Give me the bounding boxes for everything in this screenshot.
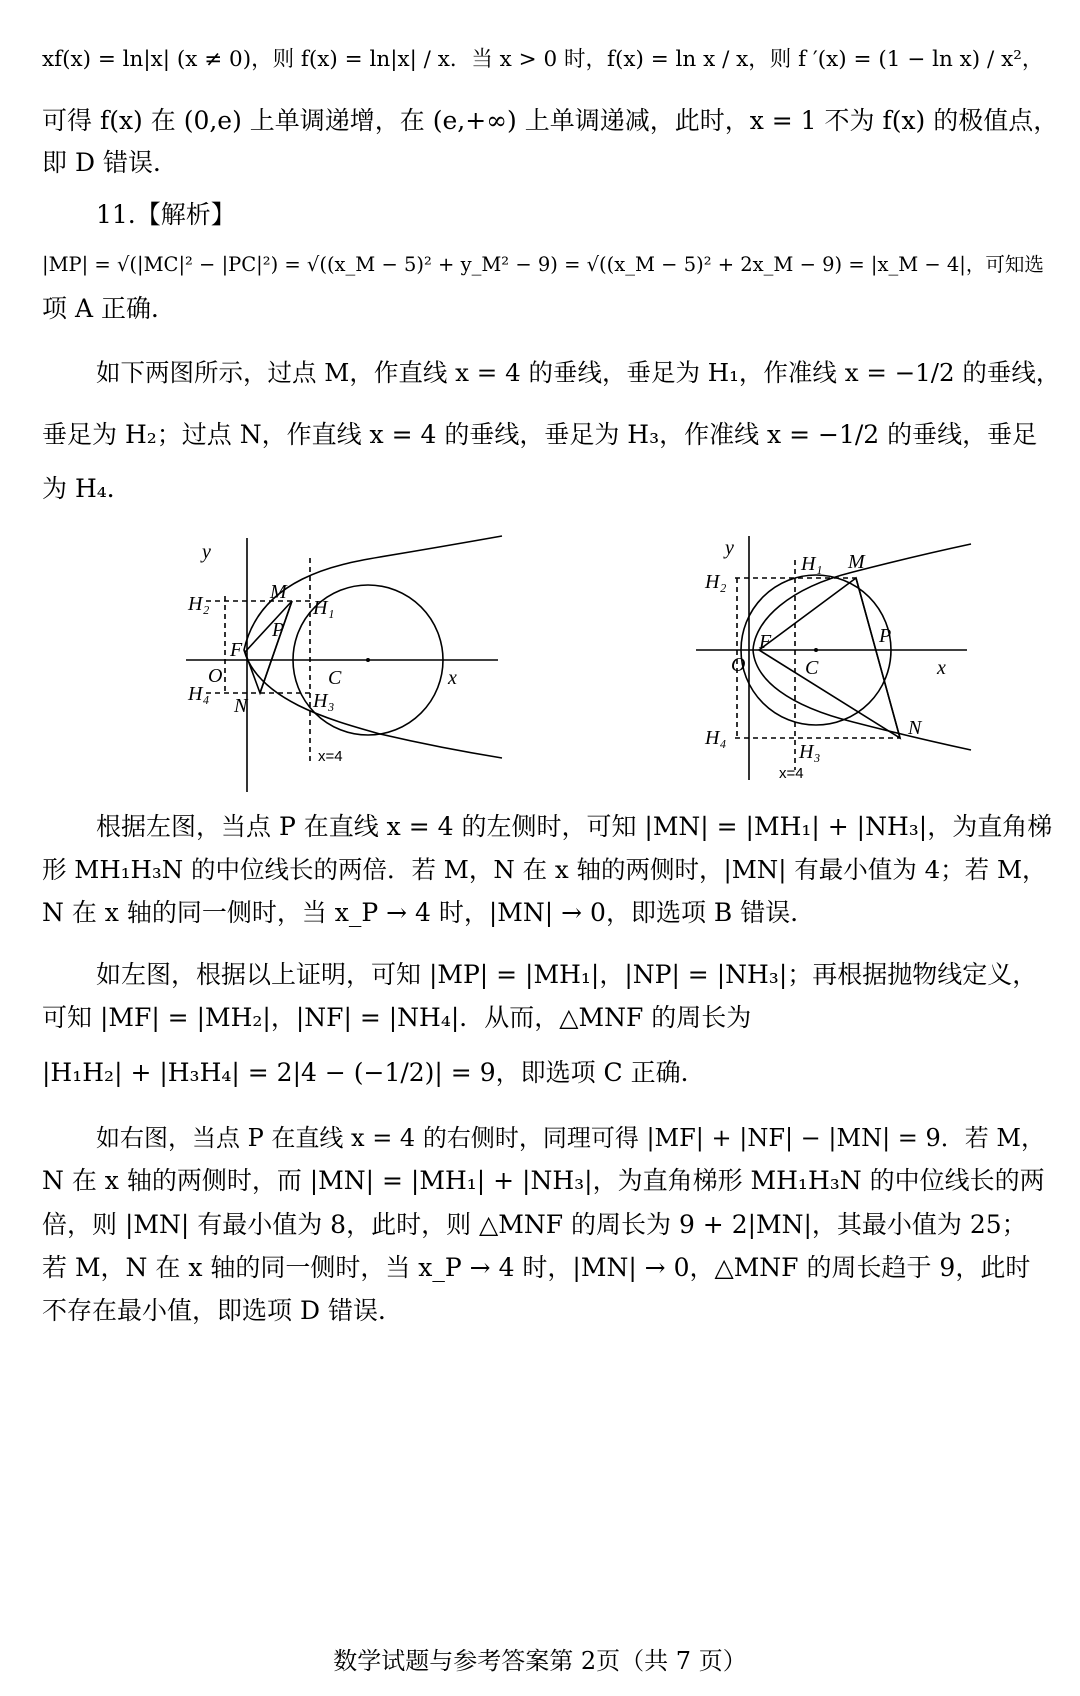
label-o: O (208, 665, 223, 687)
figure-left (180, 530, 510, 795)
label-h1: H₁ (801, 553, 823, 575)
text-line-2: 可得 f(x) 在 (0,e) 上单调递增，在 (e,+∞) 上单调递减，此时，x = 1 不为 f(x) 的极值点， (42, 106, 1059, 135)
page-footer: 数学试题与参考答案第 2页（共 7 页） (333, 1647, 747, 1675)
label-c: C (805, 657, 819, 679)
text-line-13: 如左图，根据以上证明，可知 |MP| = |MH₁|，|NP| = |NH₃|；再根据抛物线定义， (96, 960, 1038, 989)
label-m: M (848, 551, 865, 573)
label-n: N (234, 695, 248, 717)
text-line-9: 为 H₄． (42, 474, 132, 503)
label-n: N (908, 717, 922, 739)
segment-mn (260, 601, 292, 693)
triangle-mnf (245, 601, 292, 693)
text-line-12: N 在 x 轴的同一侧时，当 x_P → 4 时，|MN| → 0，即选项 B 错误． (42, 898, 816, 927)
parabola-curve (244, 536, 502, 758)
text-line-20: 不存在最小值，即选项 D 错误． (42, 1296, 403, 1325)
label-x4: x=4 (779, 765, 804, 782)
text-line-3: 即 D 错误． (42, 148, 178, 177)
label-h3: H₃ (313, 690, 335, 712)
figure-right (693, 530, 978, 785)
label-h1: H₁ (313, 597, 335, 619)
label-y: y (725, 537, 734, 559)
text-line-19: 若 M，N 在 x 轴的同一侧时，当 x_P → 4 时，|MN| → 0，△MNF 的周长趋于 9，此时 (42, 1253, 1031, 1282)
triangle-mnf (759, 578, 900, 738)
text-line-10: 根据左图，当点 P 在直线 x = 4 的左侧时，可知 |MN| = |MH₁| + |NH₃|，为直角梯 (96, 812, 1053, 841)
label-f: F (230, 639, 243, 661)
text-line-11: 形 MH₁H₃N 的中位线长的两倍．若 M，N 在 x 轴的两侧时，|MN| 有最小值为 4；若 M， (42, 855, 1047, 884)
label-h4: H₄ (705, 727, 727, 749)
label-h2: H₂ (705, 571, 727, 593)
section-heading-11: 11.【解析】 (96, 200, 236, 229)
label-h3: H₃ (799, 741, 821, 763)
label-x: x (937, 657, 946, 679)
label-h4: H₄ (188, 683, 210, 705)
label-o: O (731, 654, 746, 676)
text-line-5: |MP| = √(|MC|² − |PC|²) = √((x_M − 5)² + y_M² − 9) = √((x_M − 5)² + 2x_M − 9) = |x_M − 4|，可知选 (42, 253, 1044, 276)
text-line-8: 垂足为 H₂；过点 N，作直线 x = 4 的垂线，垂足为 H₃，作准线 x = −1/2 的垂线，垂足 (42, 420, 1038, 449)
label-p: P (879, 625, 892, 647)
text-line-17: N 在 x 轴的两侧时，而 |MN| = |MH₁| + |NH₃|，为直角梯形 MH₁H₃N 的中位线长的两 (42, 1166, 1045, 1195)
label-x: x (448, 667, 457, 689)
text-line-18: 倍，则 |MN| 有最小值为 8，此时，则 △MNF 的周长为 9 + 2|MN|，其最小值为 25； (42, 1210, 1027, 1239)
label-y: y (202, 541, 211, 563)
text-line-7: 如下两图所示，过点 M，作直线 x = 4 的垂线，垂足为 H₁，作准线 x = −1/2 的垂线， (96, 358, 1061, 387)
label-f: F (759, 631, 772, 653)
text-line-16: 如右图，当点 P 在直线 x = 4 的右侧时，同理可得 |MF| + |NF| − |MN| = 9．若 M， (96, 1124, 1046, 1152)
label-m: M (270, 581, 287, 603)
label-c: C (328, 667, 342, 689)
text-line-6: 项 A 正确． (42, 294, 176, 323)
label-h2: H₂ (188, 593, 210, 615)
text-line-14: 可知 |MF| = |MH₂|，|NF| = |NH₄|．从而，△MNF 的周长为 (42, 1003, 752, 1032)
label-p: P (272, 619, 285, 641)
text-line-15: |H₁H₂| + |H₃H₄| = 2|4 − (−1/2)| = 9，即选项 C 正确． (42, 1058, 706, 1087)
label-x4: x=4 (318, 748, 343, 765)
text-line-1: xf(x) = ln|x| (x ≠ 0)，则 f(x) = ln|x| / x．当 x > 0 时，f(x) = ln x / x，则 f ′(x) = (1 − ln x) / x²， (42, 47, 1044, 72)
